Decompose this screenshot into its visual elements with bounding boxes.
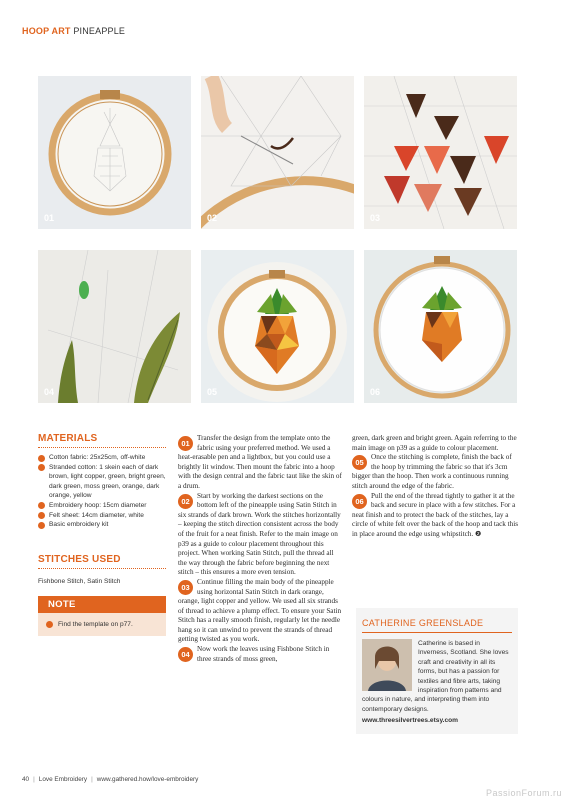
photo-number: 06 [370, 387, 381, 397]
photo-step-06 [364, 250, 517, 403]
designer-bio [356, 608, 518, 734]
materials-heading: MATERIALS [38, 433, 98, 444]
stitches-text: Fishbone Stitch, Satin Stitch [38, 578, 121, 585]
watermark: PassionForum.ru [485, 788, 562, 798]
list-item: Felt sheet: 14cm diameter, white [38, 511, 168, 521]
divider [38, 568, 166, 569]
photo-step-02 [201, 76, 354, 229]
bullet-icon [38, 502, 45, 509]
step-01: 01 Transfer the design from the template onto the fabric using your preferred method. We used a heat-erasable pen and a lightbox, but you could use a brightly lit window. Then mount the fabric into a hoop with the design central and the fabric taut like the skin of a drum. [178, 434, 342, 490]
step-04-continued: green, dark green and bright green. Again referring to the main image on p39 as a guide to colour placement. [352, 434, 517, 452]
magazine-name: Love Embroidery [38, 776, 88, 783]
materials-list [38, 453, 168, 530]
step-06: 06 Pull the end of the thread tightly to gather it at the back and secure in place with a few stitches. For a neat finish and to protect the back of the stitches, lay a circle of white felt over the back of the hoop and tack this in place around the edge using whipstitch. ❷ [352, 491, 519, 538]
stitches-heading: STITCHES USED [38, 554, 121, 565]
bio-link[interactable]: www.threesilvertrees.etsy.com [362, 717, 459, 725]
topic-label: PINEAPPLE [73, 26, 126, 36]
list-item: Cotton fabric: 25x25cm, off-white [38, 453, 168, 463]
step-05: 05 Once the stitching is complete, finish the back of the hoop by trimming the fabric so that it's 3cm bigger than the hoop. Then work a continuous running stitch around the edge of the fabric. [352, 453, 512, 490]
designer-photo [362, 639, 412, 691]
step-number: 06 [352, 494, 367, 509]
list-item: Embroidery hoop: 15cm diameter [38, 501, 168, 511]
bio-heading: CATHERINE GREENSLADE [362, 618, 512, 633]
list-item: Stranded cotton: 1 skein each of dark brown, light copper, green, bright green, dark green, moss green, orange, dark orange, yellow [38, 463, 168, 501]
instructions-column-1 [178, 434, 344, 664]
note-box [38, 596, 166, 636]
bio-text: Catherine is based in Inverness, Scotland. She loves craft and creativity in all its forms, but has a passion for textiles and fibre arts, taking inspiration from patterns and colours in nature, and interpreting them into contemporary designs. [362, 640, 509, 713]
step-number: 05 [352, 455, 367, 470]
step-number: 01 [178, 436, 193, 451]
page-number: 40 [22, 776, 30, 783]
bullet-icon [38, 512, 45, 519]
bullet-icon [38, 522, 45, 529]
page-footer: 40 | Love Embroidery | www.gathered.how/love-embroidery [22, 776, 199, 783]
step-04: 04 Now work the leaves using Fishbone Stitch in three strands of moss green, [178, 645, 344, 664]
divider [38, 447, 166, 448]
photo-number: 03 [370, 213, 381, 223]
photo-number: 04 [44, 387, 55, 397]
page-header [22, 26, 125, 36]
step-number: 04 [178, 647, 193, 662]
step-03: 03 Continue filling the main body of the pineapple using horizontal Satin Stitch in dark orange, orange, light copper and yellow. We used all six strands of thread to achieve a plump effect. To ensure your Satin Stitch has a really smooth finish, regularly let the needle hang so it can unwind to prevent the strands of thread getting twisted as you work. [178, 577, 342, 644]
bullet-icon [38, 464, 45, 471]
step-number: 03 [178, 580, 193, 595]
bullet-icon [46, 621, 53, 628]
bullet-icon [38, 455, 45, 462]
photo-number: 02 [207, 213, 218, 223]
footer-link[interactable]: www.gathered.how/love-embroidery [96, 776, 199, 783]
step-02: 02 Start by working the darkest sections on the bottom left of the pineapple using Satin Stitch in six strands of dark brown. Work the stitches horizontally – keeping the stitch direction consistent across the body of the fruit for a neat finish. Refer to the main image on p39 as a guide to colour placement throughout this project. When working Satin Stitch, pull the thread all the way through the fabric before beginning the next stitch – this ensures a more even tension. [178, 491, 341, 577]
photo-step-04 [38, 250, 191, 403]
list-item: Basic embroidery kit [38, 520, 168, 530]
note-body: Find the template on p77. [38, 613, 166, 636]
section-label: HOOP ART [22, 26, 71, 36]
photo-step-05 [201, 250, 354, 403]
instructions-column-2 [352, 434, 520, 540]
photo-number: 01 [44, 213, 55, 223]
photo-step-03 [364, 76, 517, 229]
photo-number: 05 [207, 387, 218, 397]
step-number: 02 [178, 494, 193, 509]
note-heading: NOTE [38, 596, 166, 613]
photo-step-01 [38, 76, 191, 229]
